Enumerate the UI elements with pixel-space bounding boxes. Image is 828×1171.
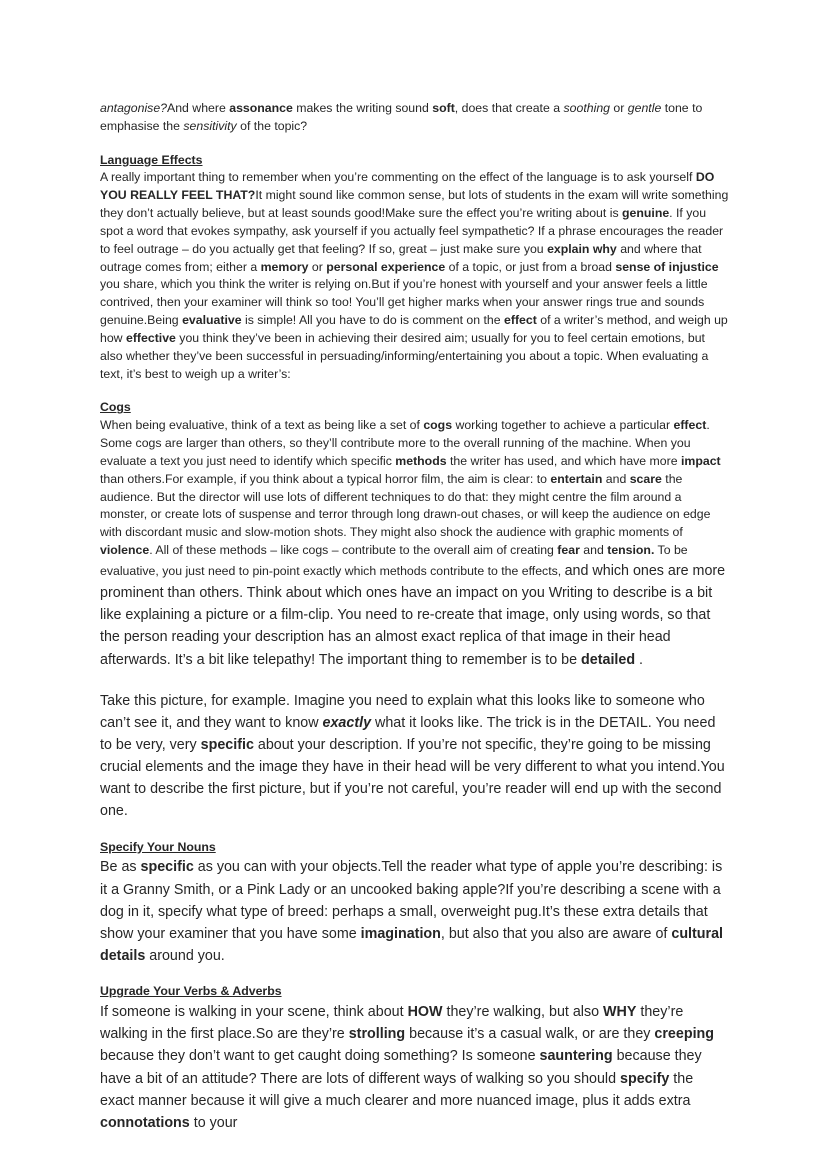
section xyxy=(100,983,730,1134)
text-run: the audience. But the director will use lots of different techniques to do that: they might centre the film around a monster, or create lots of suspense and terror through long drawn-out chases, or will keep the audience on edge with discordant music and slow-motion shots. They might also shock the audience with graphic moments of xyxy=(100,471,711,540)
text-run: It might sound like common sense, but lots of students in the exam will write something they don’t actually believe, but at least sounds good!Make sure the effect you’re writing about is xyxy=(100,188,729,221)
text-run: sense of injustice xyxy=(615,259,719,274)
text-run: specific xyxy=(140,859,194,876)
text-run: what it looks like. The trick is in the DETAIL. You need to be very, very xyxy=(100,714,716,753)
text-run: Take this picture, for example. Imagine you need to explain what this looks like to someone who can’t see it, and they want to know xyxy=(100,692,705,731)
document-content xyxy=(100,100,730,1150)
text-run: gentle xyxy=(627,101,662,115)
text-run: soft xyxy=(432,101,455,115)
text-run: memory xyxy=(260,259,309,274)
text-run: A really important thing to remember when you’re commenting on the effect of the language is to ask yourself xyxy=(100,170,696,185)
text-run: explain why xyxy=(547,241,617,256)
text-run: and which ones are more prominent than others. Think about which ones have an impact on you Writing to describe is a bit like explaining a picture or a film-clip. You need to re-create that image, only using words, so that the person reading your description has an almost exact replica of that image in their head afterwards. It’s a bit like telepathy! The important thing to remember is to be xyxy=(100,562,726,668)
section xyxy=(100,152,730,384)
section xyxy=(100,100,730,136)
text-run: you think they’ve been in achieving their desired aim; usually for you to feel certain emotions, but also whether they’ve been successful in persuading/informing/entertaining you about a topic. When evaluating a text, it’s best to weigh up a writer’s: xyxy=(100,330,709,381)
text-run: violence xyxy=(100,543,150,558)
paragraph xyxy=(100,1001,730,1134)
text-run: evaluative xyxy=(182,313,242,328)
text-run: specific xyxy=(200,736,254,753)
text-run: or xyxy=(308,259,327,274)
section-heading: Cogs xyxy=(100,400,131,415)
text-run: is simple! All you have to do is comment on the xyxy=(241,313,505,328)
paragraph xyxy=(100,417,730,670)
section xyxy=(100,399,730,822)
text-run: Be as xyxy=(100,859,141,876)
text-run: working together to achieve a particular xyxy=(452,418,674,433)
text-run: tone to emphasise the xyxy=(100,101,703,133)
text-run: sauntering xyxy=(539,1048,613,1065)
text-run: around you. xyxy=(145,948,225,965)
text-run: connotations xyxy=(100,1114,190,1131)
text-run: effect xyxy=(673,418,707,433)
text-run: fear xyxy=(557,543,580,558)
text-run: you share, which you think the writer is relying on.But if you’re honest with yourself and your answer feels a little contrived, then your examiner will think so too! You’ll get higher marks when your answer rings true and sounds genuine.Being xyxy=(100,277,708,328)
text-run: about your description. If you’re not specific, they’re going to be missing crucial elements and the image they have in their head will be very different to what you intend.You want to describe the first picture, but if you’re not careful, you’re reader will end up with the second one. xyxy=(100,736,725,820)
text-run: methods xyxy=(395,453,447,468)
text-run: HOW xyxy=(407,1004,443,1021)
text-run: genuine xyxy=(622,206,670,221)
text-run: strolling xyxy=(348,1026,406,1043)
text-run: as you can with your objects.Tell the reader what type of apple you’re describing: is it a Granny Smith, or a Pink Lady or an uncooked baking apple?If you’re describing a scene with a dog in it, specify what type of breed: perhaps a small, overweight pug.It’s these extra details that show your examiner that you have some xyxy=(100,859,723,942)
text-run: If someone is walking in your scene, think about xyxy=(100,1004,408,1021)
text-run: imagination xyxy=(360,925,441,942)
text-run: personal experience xyxy=(326,259,446,274)
section-heading: Specify Your Nouns xyxy=(100,839,216,854)
text-run: effective xyxy=(125,330,176,345)
text-run: of a writer’s method, and weigh up how xyxy=(100,313,728,345)
text-run: tension. xyxy=(607,543,655,558)
paragraph xyxy=(100,856,730,967)
text-run: the exact manner because it will give a much clearer and more nuanced image, plus it adds extra xyxy=(100,1070,694,1109)
text-run: and xyxy=(602,471,630,486)
text-run: because they don’t want to get caught doing something? Is someone xyxy=(100,1048,540,1065)
text-run: or xyxy=(610,101,628,115)
text-run: creeping xyxy=(654,1026,715,1043)
text-run: entertain xyxy=(550,471,603,486)
text-run: . All of these methods – like cogs – contribute to the overall aim of creating xyxy=(149,543,558,558)
text-run: and xyxy=(579,543,608,558)
text-run: When being evaluative, think of a text as being like a set of xyxy=(100,418,424,433)
text-run: because it’s a casual walk, or are they xyxy=(405,1026,655,1043)
text-run: because they have a bit of an attitude? There are lots of different ways of walking so you should xyxy=(100,1048,702,1087)
text-run: WHY xyxy=(603,1004,637,1021)
text-run: they’re walking in the first place.So are they’re xyxy=(100,1004,684,1043)
text-run: makes the writing sound xyxy=(292,101,433,115)
paragraph xyxy=(100,690,730,823)
text-run: effect xyxy=(504,313,537,328)
text-run: . Some cogs are larger than others, so they’ll contribute more to the overall running of the machine. When you evaluate a text you just need to identify which specific xyxy=(100,418,710,468)
text-run: than others.For example, if you think about a typical horror film, the aim is clear: to xyxy=(100,471,551,486)
text-run: DO YOU REALLY FEEL THAT? xyxy=(100,170,715,203)
section-heading: Language Effects xyxy=(100,152,203,167)
text-run: to your xyxy=(189,1114,238,1131)
text-run: detailed xyxy=(581,651,636,668)
text-run: of the topic? xyxy=(236,118,308,133)
text-run: soothing xyxy=(563,101,610,115)
paragraph xyxy=(100,169,730,383)
paragraph xyxy=(100,100,730,136)
text-run: assonance xyxy=(229,101,293,115)
text-run: exactly xyxy=(322,714,372,731)
text-run: To be evaluative, you just need to pin-point exactly which methods contribute to the effects, xyxy=(100,543,688,578)
text-run: sensitivity xyxy=(183,118,237,133)
text-run: antagonise? xyxy=(100,101,168,115)
text-run: and where that outrage comes from; either a xyxy=(100,241,702,274)
section-heading: Upgrade Your Verbs & Adverbs xyxy=(100,984,282,999)
text-run: , does that create a xyxy=(454,101,564,115)
text-run: of a topic, or just from a broad xyxy=(445,259,616,274)
text-run: specify xyxy=(620,1070,670,1087)
section xyxy=(100,839,730,968)
text-run: . xyxy=(635,651,644,668)
text-run: they’re walking, but also xyxy=(442,1004,604,1021)
text-run: cogs xyxy=(423,418,453,433)
text-run: cultural details xyxy=(100,925,724,965)
text-run: impact xyxy=(681,453,721,468)
text-run: , but also that you also are aware of xyxy=(440,925,672,942)
text-run: . If you spot a word that evokes sympathy, ask yourself if you actually feel sympathetic? If a phrase encourages the reader to feel outrage – do you actually get that feeling? If so, great – just make sure you xyxy=(100,206,724,256)
text-run: scare xyxy=(629,471,662,486)
text-run: And where xyxy=(167,101,230,115)
text-run: the writer has used, and which have more xyxy=(446,453,681,468)
